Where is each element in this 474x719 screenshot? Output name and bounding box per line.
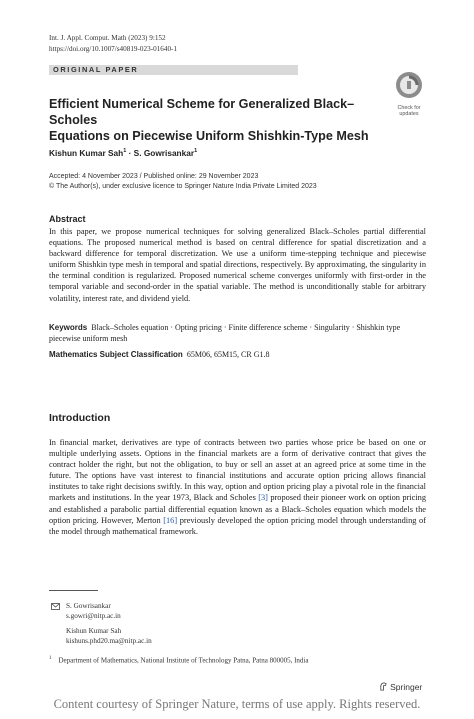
keywords — [49, 322, 426, 344]
publisher-name: Springer — [390, 682, 423, 692]
keywords-label: Keywords — [49, 323, 88, 332]
title-line-2: Equations on Piecewise Uniform Shishkin-Type Mesh — [49, 129, 369, 143]
citation-link[interactable]: [16] — [163, 515, 178, 525]
keywords-text: Black–Scholes equation · Opting pricing · Finite difference scheme · Singularity · Shishkin type piecewise uniform mesh — [49, 323, 401, 343]
citation-link[interactable]: [3] — [258, 493, 268, 503]
email-link[interactable]: s.gowri@nitp.ac.in — [66, 612, 121, 620]
intro-text: previously developed the option pricing model through understanding of the model through mathematical framework. — [49, 515, 426, 536]
springer-horse-icon — [379, 682, 388, 691]
affiliation-text: Department of Mathematics, National Institute of Technology Patna, Patna 800005, India — [58, 656, 309, 665]
corresponding-author: S. Gowrisankar — [66, 602, 111, 610]
coauthor-name: Kishun Kumar Sah — [66, 627, 122, 635]
affiliation-marker: 1 — [194, 148, 198, 155]
section-label-bar — [49, 65, 298, 75]
affiliation-marker: 1 — [123, 148, 127, 155]
abstract-body: In this paper, we propose numerical techniques for solving generalized Black–Scholes partial differential equations. The proposed numerical method is based on central difference for spatial discretization and a backward difference for temporal discretization. We use a uniform time-stepping technique and piecewise uniform Shishkin type mesh in temporal and spatial directions, respectively. By approximating, the singularity in the terminal condition is regularized. Proposed numerical scheme converges uniformly with first-order in the temporal variable and second-order in the spatial variable. The method is unconditionally stable for arbitrary volatility, interest rate, and dividend yield. — [49, 227, 426, 303]
author-list — [49, 148, 197, 158]
affiliation-footnote — [49, 656, 308, 664]
intro-text: proposed their pioneer work on option pricing and established a parabolic partial differential equation known as a Black–Scholes equation which models the option pricing. However, Merton — [49, 493, 426, 525]
introduction-body — [49, 437, 426, 537]
msc-label: Mathematics Subject Classification — [49, 350, 183, 359]
copyright-line: © The Author(s), under exclusive licence to Springer Nature India Private Limited 2023 — [49, 182, 317, 190]
section-label: ORIGINAL PAPER — [53, 65, 139, 74]
abstract-heading: Abstract — [49, 214, 86, 224]
introduction-heading: Introduction — [49, 412, 111, 424]
author-separator: · — [126, 148, 134, 158]
check-updates-icon — [393, 70, 425, 100]
doi-link[interactable]: https://doi.org/10.1007/s40819-023-01640-1 — [49, 45, 178, 53]
badge-line-1: Check for — [397, 105, 421, 111]
author-name[interactable]: S. Gowrisankar — [133, 148, 195, 158]
publication-dates — [49, 172, 317, 191]
subject-classification — [49, 350, 270, 359]
content-courtesy-notice: Content courtesy of Springer Nature, terms of use apply. Rights reserved. — [53, 697, 421, 711]
envelope-icon — [51, 603, 60, 610]
publisher-logo — [379, 682, 422, 692]
msc-codes: 65M06, 65M15, CR G1.8 — [186, 350, 270, 359]
paper-title — [49, 96, 369, 144]
intro-text: In financial market, derivatives are type of contracts between two parties whose price be based on one or multiple underlying assets. Options in the financial markets are a form of derivative contract that gives the contract holder the right, but not the obligation, to buy or sell an asset at an agreed price at some time in the future. The options have vast interest to financial institutions and accurate option pricing allows financial institutes to take right decisions swiftly. In this way, option and option pricing play a pivotal role in the financial markets and institutions. In the year 1973, Black and Scholes — [49, 438, 426, 503]
email-link[interactable]: kishuns.phd20.ma@nitp.ac.in — [66, 637, 152, 645]
badge-line-2: updates — [399, 111, 419, 117]
author-name[interactable]: Kishun Kumar Sah — [49, 148, 124, 158]
check-for-updates-badge[interactable] — [393, 70, 425, 117]
footnote-rule — [49, 590, 98, 591]
title-line-1: Efficient Numerical Scheme for Generalized Black–Scholes — [49, 97, 355, 127]
dates-line: Accepted: 4 November 2023 / Published online: 29 November 2023 — [49, 173, 259, 180]
journal-citation: Int. J. Appl. Comput. Math (2023) 9:152 — [49, 34, 166, 42]
footnote-marker: 1 — [49, 656, 52, 661]
